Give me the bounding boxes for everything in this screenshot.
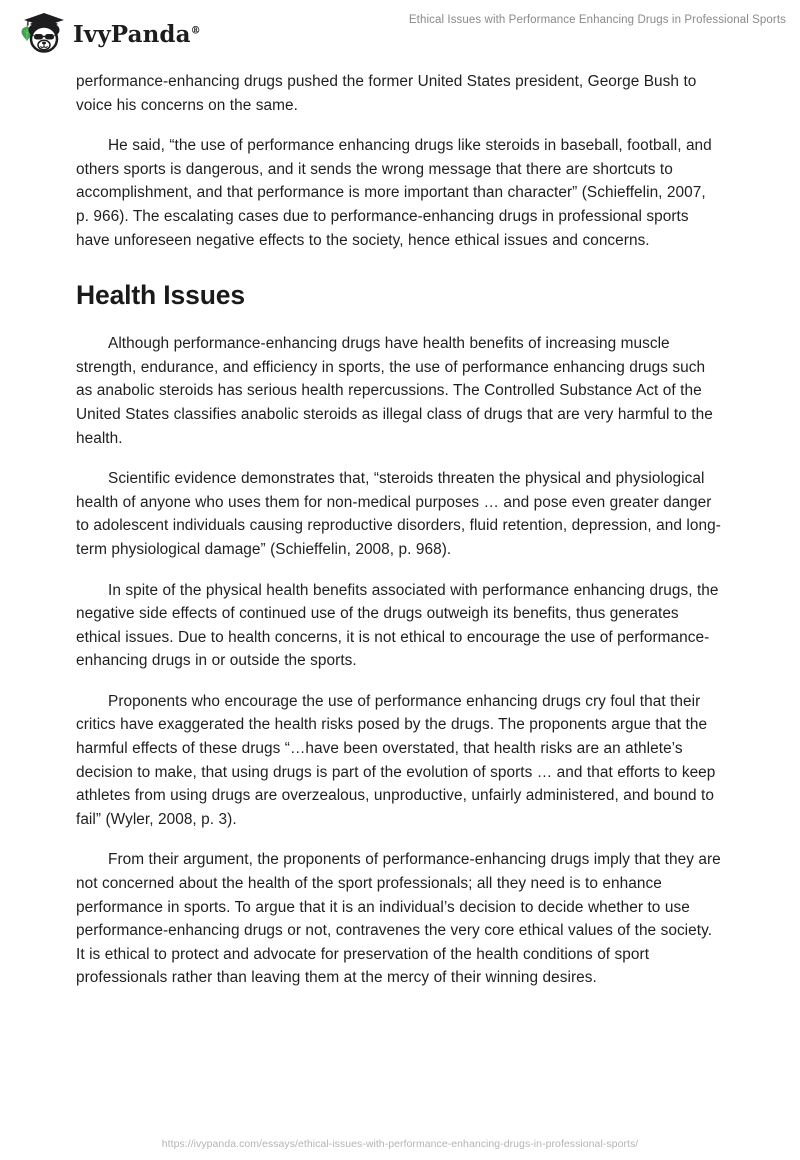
panda-head-icon xyxy=(29,25,60,52)
registered-trademark-symbol: ® xyxy=(190,24,201,36)
paragraph: performance-enhancing drugs pushed the former United States president, George Bush to voice his concerns on the same. xyxy=(76,73,697,114)
paragraph: From their argument, the proponents of performance-enhancing drugs imply that they are not concerned about the health of the sport professionals; all they need is to enhance performance in sports. To argue that it is an individual’s decision to decide whether to use performance-enhancing drugs or not, contravenes the very core ethical values of the society. It is ethical to protect and advocate for preservation of the health conditions of sport professionals rather than leaving them at the mercy of their winning desires. xyxy=(76,851,721,987)
paragraph: Proponents who encourage the use of performance enhancing drugs cry foul that their critics have exaggerated the health risks posed by the drugs. The proponents argue that the harmful effects of these drugs “…have been overstated, that health risks are an athlete’s decision to make, that using drugs is part of the evolution of sports … and that efforts to keep athletes from using drugs are overzealous, unproductive, unfairly administered, and bound to fail” (Wyler, 2008, p. 3). xyxy=(76,692,716,828)
section-heading-health-issues: Health Issues xyxy=(76,280,245,311)
page-footer xyxy=(0,1134,800,1152)
paragraph: Although performance-enhancing drugs have health benefits of increasing muscle strength, endurance, and efficiency in sports, the use of performance enhancing drugs such as anabolic steroids has serious health repercussions. The Controlled Substance Act of the United States classifies anabolic steroids as illegal class of drugs that are very harmful to the health. xyxy=(76,335,713,447)
brand-name-text: IvyPanda xyxy=(73,20,191,48)
document-running-title: Ethical Issues with Performance Enhancing Drugs in Professional Sports xyxy=(408,14,786,26)
source-url-link[interactable]: https://ivypanda.com/essays/ethical-issues-with-performance-enhancing-drugs-in-professional-sports/ xyxy=(161,1138,639,1150)
paragraph: Scientific evidence demonstrates that, “steroids threaten the physical and physiological health of anyone who uses them for non-medical purposes … and pose even greater danger to adolescent individuals causing reproductive disorders, fluid retention, depression, and long-term physiological damage” (Schieffelin, 2008, p. 968). xyxy=(76,470,721,558)
page-header xyxy=(0,0,800,68)
paragraph: In spite of the physical health benefits associated with performance enhancing drugs, the negative side effects of continued use of the drugs outweigh its benefits, thus generates ethical issues. Due to health concerns, it is not ethical to encourage the use of performance-enhancing drugs in or outside the sports. xyxy=(76,581,719,670)
paragraph: He said, “the use of performance enhancing drugs like steroids in baseball, football, and others sports is dangerous, and it sends the wrong message that there are shortcuts to accomplishment, and that performance is more important than character” (Schieffelin, 2007, p. 966). The escalating cases due to performance-enhancing drugs in professional sports have unforeseen negative effects to the society, hence ethical issues and concerns. xyxy=(76,137,712,249)
document-body xyxy=(76,70,722,990)
